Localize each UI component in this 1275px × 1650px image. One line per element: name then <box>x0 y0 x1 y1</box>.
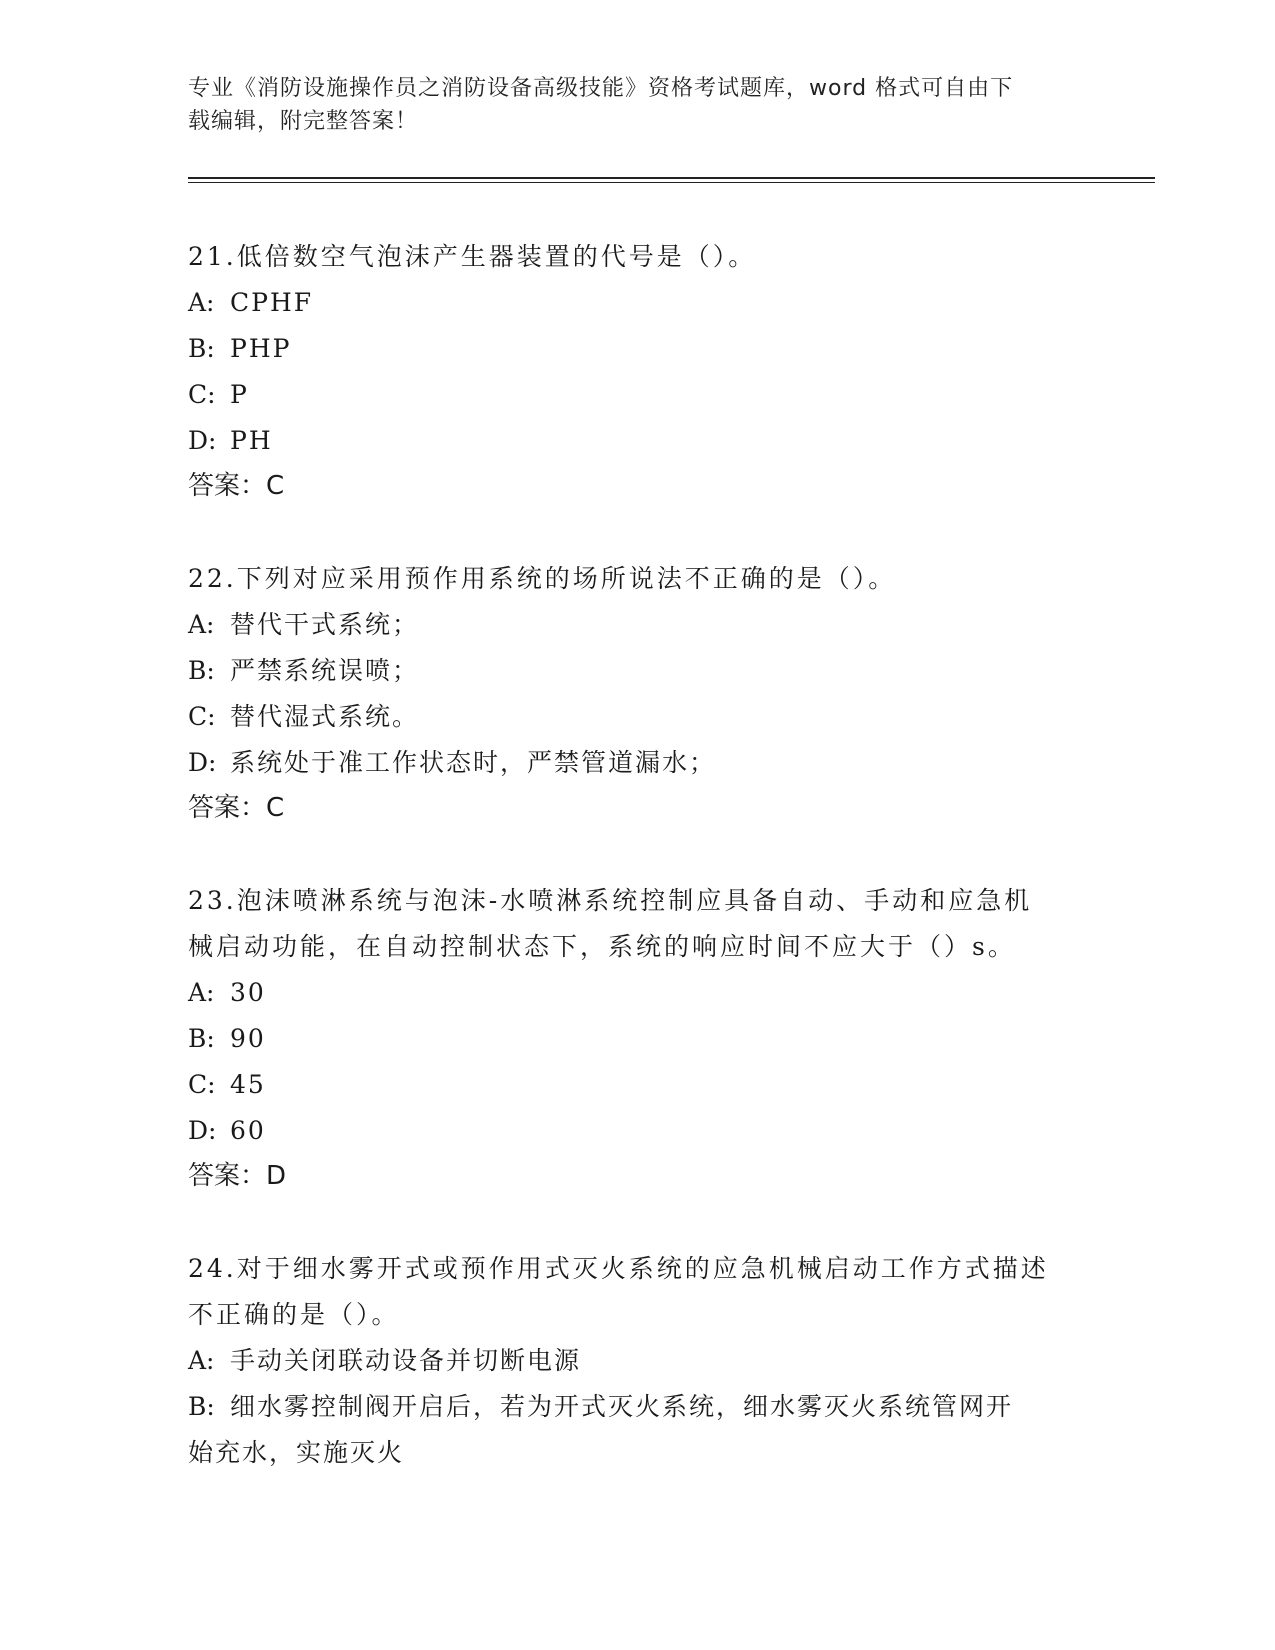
option-d <box>188 740 1088 786</box>
option-b <box>188 648 1088 694</box>
option-key: B: <box>188 656 215 685</box>
page-header <box>188 72 1088 138</box>
header-divider-thick <box>188 177 1155 179</box>
option-a <box>188 602 1088 648</box>
option-c <box>188 372 1088 418</box>
question-stem-line-2: 不正确的是（）。 <box>188 1300 400 1329</box>
option-key: B: <box>188 334 215 363</box>
option-key: C: <box>188 1070 216 1099</box>
question-23 <box>188 878 1088 1198</box>
option-key: D: <box>188 748 217 777</box>
option-key: C: <box>188 702 216 731</box>
option-key: D: <box>188 426 217 455</box>
header-line-1: 专业《消防设施操作员之消防设备高级技能》资格考试题库，word 格式可自由下 <box>188 76 1014 101</box>
question-stem-line-1: 24.对于细水雾开式或预作用式灭火系统的应急机械启动工作方式描述 <box>188 1254 1049 1283</box>
question-stem-line-1: 23.泡沫喷淋系统与泡沫-水喷淋系统控制应具备自动、手动和应急机 <box>188 886 1033 915</box>
option-text: CPHF <box>230 288 314 317</box>
option-key: A: <box>188 978 215 1007</box>
option-text: 手动关闭联动设备并切断电源 <box>230 1346 582 1375</box>
option-b <box>188 1016 1088 1062</box>
option-a <box>188 1338 1088 1384</box>
option-d <box>188 418 1088 464</box>
answer-line: 答案：D <box>188 1161 287 1191</box>
option-c <box>188 1062 1088 1108</box>
option-text: P <box>230 380 249 409</box>
option-b <box>188 326 1088 372</box>
option-b <box>188 1384 1088 1430</box>
option-a <box>188 280 1088 326</box>
question-stem: 21.低倍数空气泡沫产生器装置的代号是（）。 <box>188 242 757 271</box>
option-key: A: <box>188 288 215 317</box>
option-text: 系统处于准工作状态时，严禁管道漏水； <box>230 748 717 777</box>
question-21 <box>188 234 1088 508</box>
option-text: 替代干式系统； <box>230 610 420 639</box>
question-24 <box>188 1246 1088 1476</box>
question-stem: 22.下列对应采用预作用系统的场所说法不正确的是（）。 <box>188 564 897 593</box>
option-text: 细水雾控制阀开启后，若为开式灭火系统，细水雾灭火系统管网开 <box>230 1392 1014 1421</box>
option-key: A: <box>188 610 215 639</box>
option-text: 30 <box>230 978 266 1007</box>
option-key: B: <box>188 1024 215 1053</box>
option-text: 严禁系统误喷； <box>230 656 420 685</box>
option-c <box>188 694 1088 740</box>
question-22 <box>188 556 1088 830</box>
option-key: C: <box>188 380 216 409</box>
question-stem-line-2: 械启动功能，在自动控制状态下，系统的响应时间不应大于（）s。 <box>188 932 1016 961</box>
option-b-continued: 始充水，实施灭火 <box>188 1438 405 1467</box>
answer-line: 答案：C <box>188 471 285 501</box>
option-key: D: <box>188 1116 217 1145</box>
header-divider-thin <box>188 182 1155 183</box>
option-text: PH <box>230 426 273 455</box>
option-text: 60 <box>230 1116 266 1145</box>
question-list <box>188 234 1088 1524</box>
answer-line: 答案：C <box>188 793 285 823</box>
option-d <box>188 1108 1088 1154</box>
option-key: B: <box>188 1392 215 1421</box>
option-text: 替代湿式系统。 <box>230 702 420 731</box>
option-a <box>188 970 1088 1016</box>
header-line-2: 载编辑，附完整答案！ <box>188 109 419 134</box>
option-text: 45 <box>230 1070 266 1099</box>
option-text: 90 <box>230 1024 266 1053</box>
option-text: PHP <box>230 334 292 363</box>
option-key: A: <box>188 1346 215 1375</box>
